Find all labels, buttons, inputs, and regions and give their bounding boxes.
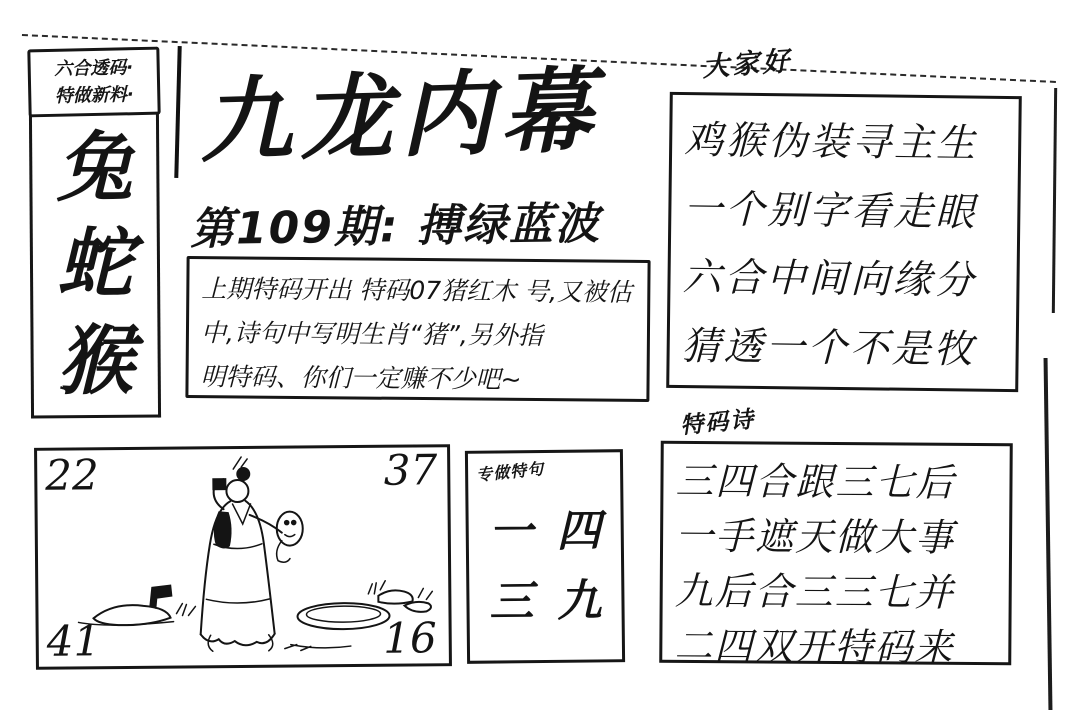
tagline-box (27, 47, 160, 118)
poem-line-1: 三四合跟三七后 (675, 458, 956, 505)
special-char-1: 一 (488, 506, 534, 558)
corner-number-bottom-left: 41 (46, 616, 101, 666)
poem-line-3: 九后合三三七并 (674, 568, 955, 615)
picture-box (34, 444, 452, 670)
right-border-lower (1044, 358, 1053, 710)
tagline-line-1: 六合透码· (54, 57, 134, 80)
corner-number-top-right: 37 (383, 445, 438, 495)
zodiac-box (29, 114, 161, 419)
intro-line-3: 明特码、你们一定赚不少吧~ (200, 361, 522, 394)
corner-number-bottom-right: 16 (383, 613, 437, 663)
zodiac-rabbit: 兔 (56, 122, 133, 213)
zodiac-monkey: 猴 (57, 315, 134, 406)
corner-number-top-left: 22 (45, 450, 99, 500)
issue-subtitle: 第109期: 搏绿蓝波 (189, 198, 602, 256)
poem-line-2: 一手遮天做大事 (674, 513, 956, 560)
right-border-upper (1052, 88, 1057, 313)
special-char-3: 三 (489, 576, 534, 628)
riddle-line-2: 一个别字看走眼 (683, 186, 978, 236)
riddle-line-3: 六合中间向缘分 (682, 255, 977, 304)
special-char-4: 九 (557, 575, 602, 627)
page-title: 九龙内幕 (198, 57, 602, 176)
intro-line-2: 中,诗句中写明生肖“猪”,另外指 (200, 317, 543, 350)
special-char-2: 四 (556, 505, 602, 557)
poem-label: 特码诗 (679, 406, 757, 440)
intro-box (185, 256, 650, 402)
poem-line-4: 二四双开特码来 (674, 623, 955, 670)
riddle-line-4: 猜透一个不是牧 (681, 323, 976, 373)
title-flourish-stroke (174, 46, 181, 178)
tagline-line-2: 特做新料· (54, 84, 134, 107)
riddle-line-1: 鸡猴伪装寻主生 (683, 118, 979, 167)
poem-box (659, 441, 1013, 670)
special-numbers-box (465, 449, 625, 664)
greeting-note: 大家好 (701, 45, 794, 84)
riddle-box (666, 92, 1022, 392)
zodiac-snake: 蛇 (56, 219, 134, 309)
special-numbers-grid (477, 505, 614, 628)
special-box-label: 专做特句 (475, 459, 545, 485)
intro-line-1: 上期特码开出 特码07猪红木 号,又被估 (201, 274, 633, 307)
